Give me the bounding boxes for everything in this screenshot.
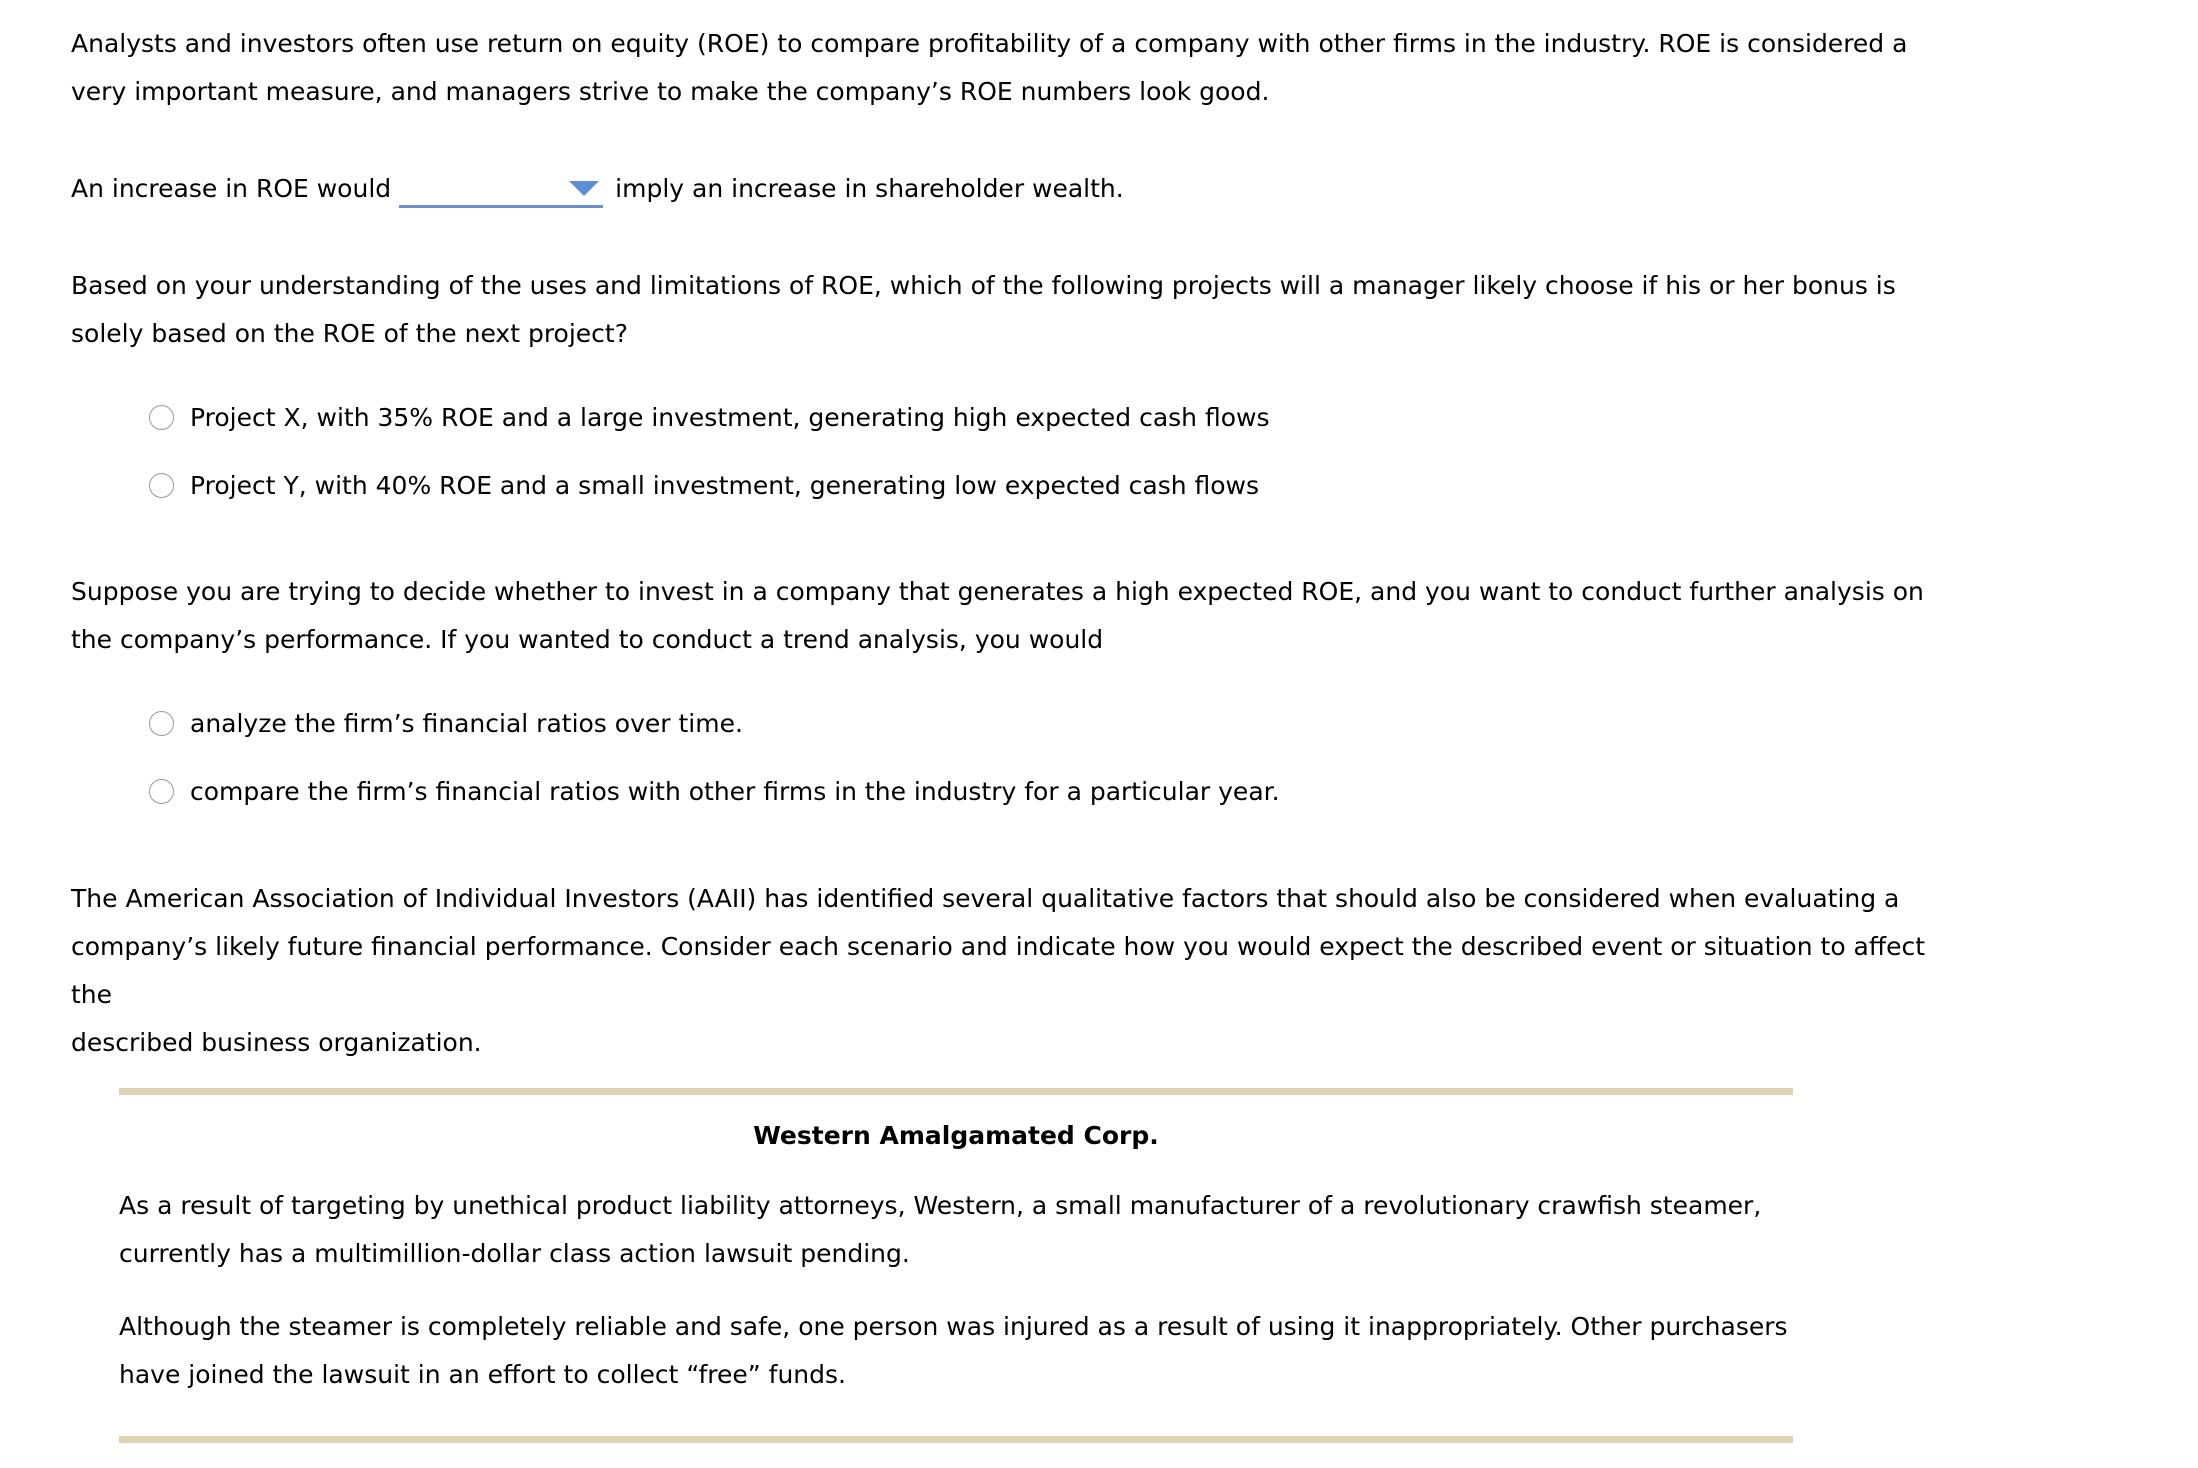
project-question-line-1: Based on your understanding of the uses and limitations of ROE, which of the following projects will a manager likely choose if his or her bonus is — [71, 271, 1896, 300]
intro-line-1: Analysts and investors often use return on equity (ROE) to compare profitability of a company with other firms in the industry. ROE is considered a — [71, 29, 1908, 58]
trend-question-line-2: the company’s performance. If you wanted to conduct a trend analysis, you would — [71, 625, 1104, 654]
project-question — [71, 262, 1951, 358]
trend-question — [71, 568, 1951, 664]
scenario-bottom-rule — [119, 1436, 1793, 1443]
aaii-line-1: The American Association of Individual Investors (AAII) has identified several qualitative factors that should also be considered when evaluating a — [71, 884, 1900, 913]
trend-question-line-1: Suppose you are trying to decide whether to invest in a company that generates a high expected ROE, and you want to conduct further analysis on — [71, 577, 1924, 606]
project-x-radio[interactable] — [149, 405, 174, 430]
scenario-p1-line-2: currently has a multimillion-dollar class action lawsuit pending. — [119, 1239, 910, 1268]
aaii-line-2: company’s likely future financial performance. Consider each scenario and indicate how you would expect the described event or situation to affect the — [71, 932, 1926, 1009]
industry-compare-radio[interactable] — [149, 779, 174, 804]
project-x-label: Project X, with 35% ROE and a large investment, generating high expected cash flows — [190, 402, 1270, 432]
project-x-option[interactable] — [149, 400, 1269, 434]
scenario-title: Western Amalgamated Corp. — [753, 1121, 1159, 1150]
industry-compare-option[interactable] — [149, 774, 1280, 808]
over-time-label: analyze the firm’s financial ratios over time. — [190, 708, 743, 738]
roe-question-suffix: imply an increase in shareholder wealth. — [615, 173, 1124, 203]
scenario-p2-line-2: have joined the lawsuit in an effort to collect “free” funds. — [119, 1360, 846, 1389]
industry-compare-label: compare the firm’s financial ratios with other firms in the industry for a particular year. — [190, 776, 1280, 806]
scenario-p2-line-1: Although the steamer is completely reliable and safe, one person was injured as a result of using it inappropriately. Other purchasers — [119, 1312, 1788, 1341]
scenario-paragraph-2 — [119, 1303, 1819, 1399]
roe-answer-dropdown[interactable] — [399, 169, 603, 208]
scenario-paragraph-1 — [119, 1182, 1819, 1278]
chevron-down-icon[interactable] — [569, 181, 599, 196]
project-y-label: Project Y, with 40% ROE and a small investment, generating low expected cash flows — [190, 470, 1260, 500]
roe-question-prefix: An increase in ROE would — [71, 173, 392, 203]
aaii-paragraph — [71, 875, 1951, 1067]
scenario-p1-line-1: As a result of targeting by unethical product liability attorneys, Western, a small manufacturer of a revolutionary crawfish steamer, — [119, 1191, 1762, 1220]
roe-question-row — [71, 168, 1124, 208]
over-time-radio[interactable] — [149, 711, 174, 736]
over-time-option[interactable] — [149, 706, 743, 740]
scenario-top-rule — [119, 1088, 1793, 1095]
intro-paragraph — [71, 20, 1951, 116]
aaii-line-3: described business organization. — [71, 1028, 482, 1057]
project-y-option[interactable] — [149, 468, 1259, 502]
project-y-radio[interactable] — [149, 473, 174, 498]
intro-line-2: very important measure, and managers strive to make the company’s ROE numbers look good. — [71, 77, 1270, 106]
project-question-line-2: solely based on the ROE of the next project? — [71, 319, 628, 348]
